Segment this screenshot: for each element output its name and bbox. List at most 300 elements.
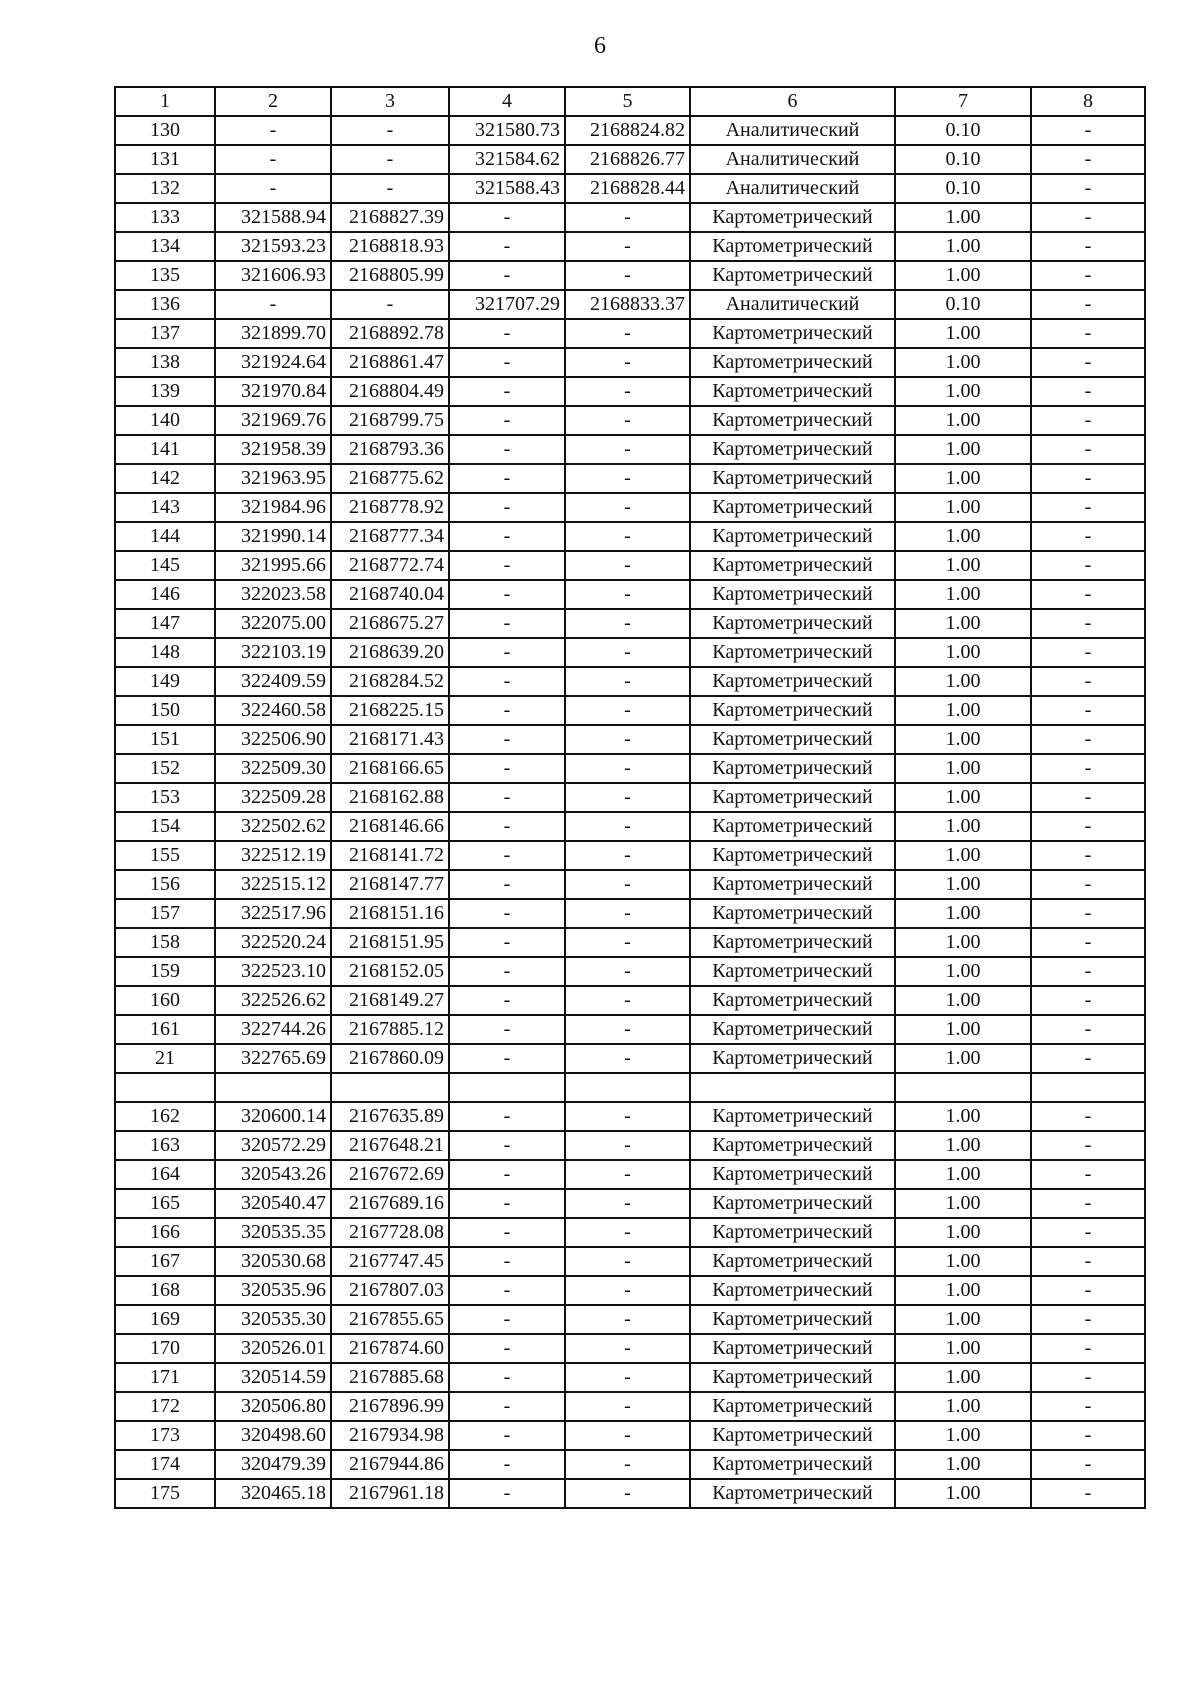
- table-row: [115, 435, 1145, 464]
- cell-x-coordinate-2: -: [449, 1044, 565, 1073]
- cell-y-coordinate: 2168827.39: [331, 203, 449, 232]
- cell-y-coordinate: 2168639.20: [331, 638, 449, 667]
- cell-accuracy: 1.00: [895, 754, 1031, 783]
- cell-method: Аналитический: [690, 174, 895, 203]
- cell-point-number: 148: [115, 638, 215, 667]
- cell-method: Картометрический: [690, 1334, 895, 1363]
- cell-x-coordinate: 320465.18: [215, 1479, 331, 1508]
- cell-y-coordinate-2: -: [565, 638, 690, 667]
- cell-x-coordinate: 320535.96: [215, 1276, 331, 1305]
- table-row: [115, 1247, 1145, 1276]
- cell-note: -: [1031, 348, 1145, 377]
- cell-note: -: [1031, 290, 1145, 319]
- cell-y-coordinate-2: -: [565, 1276, 690, 1305]
- cell-y-coordinate-2: -: [565, 1450, 690, 1479]
- cell-method: Картометрический: [690, 638, 895, 667]
- cell-y-coordinate: 2168151.95: [331, 928, 449, 957]
- table-row: [115, 290, 1145, 319]
- cell-note: -: [1031, 899, 1145, 928]
- cell-x-coordinate: 321606.93: [215, 261, 331, 290]
- cell-accuracy: 1.00: [895, 261, 1031, 290]
- cell-y-coordinate: 2168149.27: [331, 986, 449, 1015]
- cell-accuracy: 1.00: [895, 348, 1031, 377]
- table-row: [115, 638, 1145, 667]
- cell-method: Картометрический: [690, 435, 895, 464]
- cell-y-coordinate-2: -: [565, 1015, 690, 1044]
- cell-y-coordinate-2: -: [565, 696, 690, 725]
- cell-note: -: [1031, 1305, 1145, 1334]
- cell-x-coordinate-2: -: [449, 406, 565, 435]
- cell-method: Картометрический: [690, 609, 895, 638]
- cell-point-number: 146: [115, 580, 215, 609]
- cell-y-coordinate: 2168284.52: [331, 667, 449, 696]
- cell-accuracy: 1.00: [895, 1450, 1031, 1479]
- cell-point-number: 162: [115, 1102, 215, 1131]
- cell-point-number: 155: [115, 841, 215, 870]
- cell-x-coordinate: 321990.14: [215, 522, 331, 551]
- cell-x-coordinate-2: 321707.29: [449, 290, 565, 319]
- cell-accuracy: 1.00: [895, 203, 1031, 232]
- cell-y-coordinate-2: -: [565, 232, 690, 261]
- table-row: [115, 1044, 1145, 1073]
- cell-note: -: [1031, 754, 1145, 783]
- cell-x-coordinate: 322075.00: [215, 609, 331, 638]
- cell-accuracy: 1.00: [895, 1102, 1031, 1131]
- table-row: [115, 261, 1145, 290]
- cell-note: -: [1031, 1015, 1145, 1044]
- cell-y-coordinate-2: -: [565, 754, 690, 783]
- cell-method: Аналитический: [690, 116, 895, 145]
- cell-y-coordinate-2: -: [565, 1392, 690, 1421]
- cell-x-coordinate: 322509.28: [215, 783, 331, 812]
- table-row: [115, 696, 1145, 725]
- cell-note: -: [1031, 1421, 1145, 1450]
- cell-y-coordinate-2: -: [565, 928, 690, 957]
- column-header: 8: [1031, 87, 1145, 116]
- table-row: [115, 1421, 1145, 1450]
- cell-accuracy: 1.00: [895, 522, 1031, 551]
- cell-accuracy: 1.00: [895, 1363, 1031, 1392]
- cell-y-coordinate: -: [331, 290, 449, 319]
- cell-y-coordinate-2: -: [565, 1479, 690, 1508]
- table-row: [115, 406, 1145, 435]
- cell-note: -: [1031, 725, 1145, 754]
- cell-y-coordinate: 2167885.12: [331, 1015, 449, 1044]
- cell-x-coordinate: 322520.24: [215, 928, 331, 957]
- cell-y-coordinate: 2168151.16: [331, 899, 449, 928]
- cell-point-number: 164: [115, 1160, 215, 1189]
- table-row: [115, 377, 1145, 406]
- cell-point-number: 172: [115, 1392, 215, 1421]
- cell-x-coordinate-2: 321580.73: [449, 116, 565, 145]
- cell-y-coordinate: 2167961.18: [331, 1479, 449, 1508]
- cell-y-coordinate-2: -: [565, 1218, 690, 1247]
- cell-method: Картометрический: [690, 1363, 895, 1392]
- cell-y-coordinate-2: -: [565, 1247, 690, 1276]
- cell-y-coordinate: 2167635.89: [331, 1102, 449, 1131]
- cell-note: -: [1031, 1044, 1145, 1073]
- cell-note: -: [1031, 406, 1145, 435]
- cell-x-coordinate: 320526.01: [215, 1334, 331, 1363]
- cell-x-coordinate-2: -: [449, 203, 565, 232]
- cell-accuracy: 1.00: [895, 725, 1031, 754]
- cell-note: -: [1031, 580, 1145, 609]
- cell-y-coordinate: 2168772.74: [331, 551, 449, 580]
- cell-y-coordinate: 2167860.09: [331, 1044, 449, 1073]
- table-row: [115, 1131, 1145, 1160]
- cell-method: Картометрический: [690, 319, 895, 348]
- cell-accuracy: 1.00: [895, 812, 1031, 841]
- cell-method: Картометрический: [690, 406, 895, 435]
- cell-x-coordinate-2: -: [449, 1160, 565, 1189]
- cell-y-coordinate: 2167747.45: [331, 1247, 449, 1276]
- cell-point-number: 150: [115, 696, 215, 725]
- cell-method: Картометрический: [690, 899, 895, 928]
- cell-point-number: 138: [115, 348, 215, 377]
- cell-point-number: 168: [115, 1276, 215, 1305]
- cell-note: -: [1031, 812, 1145, 841]
- cell-y-coordinate: [331, 1073, 449, 1102]
- table-row: [115, 232, 1145, 261]
- cell-method: Картометрический: [690, 754, 895, 783]
- cell-method: Аналитический: [690, 290, 895, 319]
- cell-point-number: 143: [115, 493, 215, 522]
- cell-x-coordinate: 320535.30: [215, 1305, 331, 1334]
- cell-note: -: [1031, 1189, 1145, 1218]
- cell-accuracy: 1.00: [895, 783, 1031, 812]
- cell-y-coordinate-2: 2168826.77: [565, 145, 690, 174]
- table-row: [115, 1392, 1145, 1421]
- cell-x-coordinate: 321958.39: [215, 435, 331, 464]
- cell-x-coordinate: 321899.70: [215, 319, 331, 348]
- cell-x-coordinate-2: -: [449, 1218, 565, 1247]
- cell-accuracy: 1.00: [895, 1276, 1031, 1305]
- cell-note: -: [1031, 1479, 1145, 1508]
- cell-x-coordinate-2: -: [449, 522, 565, 551]
- cell-x-coordinate-2: -: [449, 319, 565, 348]
- table-row: [115, 1479, 1145, 1508]
- page-number: 6: [594, 33, 606, 59]
- cell-y-coordinate-2: -: [565, 203, 690, 232]
- cell-point-number: 160: [115, 986, 215, 1015]
- cell-y-coordinate: 2167807.03: [331, 1276, 449, 1305]
- cell-y-coordinate: -: [331, 116, 449, 145]
- cell-x-coordinate: 322409.59: [215, 667, 331, 696]
- cell-accuracy: 1.00: [895, 551, 1031, 580]
- cell-method: Картометрический: [690, 1189, 895, 1218]
- cell-point-number: 145: [115, 551, 215, 580]
- cell-point-number: 152: [115, 754, 215, 783]
- cell-x-coordinate-2: -: [449, 1334, 565, 1363]
- cell-accuracy: 0.10: [895, 174, 1031, 203]
- cell-x-coordinate-2: -: [449, 348, 565, 377]
- table-row: [115, 145, 1145, 174]
- cell-method: Картометрический: [690, 957, 895, 986]
- cell-x-coordinate: -: [215, 116, 331, 145]
- cell-x-coordinate-2: -: [449, 870, 565, 899]
- cell-method: Картометрический: [690, 1015, 895, 1044]
- cell-y-coordinate: 2167874.60: [331, 1334, 449, 1363]
- cell-note: -: [1031, 174, 1145, 203]
- table-row: [115, 580, 1145, 609]
- cell-point-number: 174: [115, 1450, 215, 1479]
- cell-point-number: 163: [115, 1131, 215, 1160]
- cell-x-coordinate: 320543.26: [215, 1160, 331, 1189]
- cell-point-number: 134: [115, 232, 215, 261]
- table-row: [115, 493, 1145, 522]
- cell-x-coordinate-2: -: [449, 899, 565, 928]
- cell-accuracy: 1.00: [895, 1218, 1031, 1247]
- table-row: [115, 116, 1145, 145]
- table-row: [115, 812, 1145, 841]
- cell-accuracy: 1.00: [895, 464, 1031, 493]
- cell-y-coordinate-2: -: [565, 406, 690, 435]
- cell-note: -: [1031, 841, 1145, 870]
- table-row: [115, 754, 1145, 783]
- cell-x-coordinate-2: -: [449, 1102, 565, 1131]
- cell-x-coordinate-2: -: [449, 1450, 565, 1479]
- cell-x-coordinate: 320535.35: [215, 1218, 331, 1247]
- cell-method: Картометрический: [690, 1421, 895, 1450]
- cell-x-coordinate: 321963.95: [215, 464, 331, 493]
- cell-x-coordinate: 321593.23: [215, 232, 331, 261]
- cell-x-coordinate: 322023.58: [215, 580, 331, 609]
- cell-x-coordinate: 322744.26: [215, 1015, 331, 1044]
- cell-accuracy: 1.00: [895, 406, 1031, 435]
- cell-accuracy: 1.00: [895, 696, 1031, 725]
- table-row: [115, 1073, 1145, 1102]
- cell-note: -: [1031, 319, 1145, 348]
- cell-accuracy: 0.10: [895, 116, 1031, 145]
- table-row: [115, 1305, 1145, 1334]
- cell-point-number: 167: [115, 1247, 215, 1276]
- table-row: [115, 899, 1145, 928]
- cell-method: Картометрический: [690, 1044, 895, 1073]
- cell-accuracy: 1.00: [895, 841, 1031, 870]
- cell-method: Картометрический: [690, 348, 895, 377]
- cell-note: -: [1031, 232, 1145, 261]
- cell-x-coordinate-2: [449, 1073, 565, 1102]
- cell-x-coordinate-2: 321584.62: [449, 145, 565, 174]
- table-row: [115, 609, 1145, 638]
- cell-y-coordinate-2: -: [565, 1421, 690, 1450]
- cell-x-coordinate-2: -: [449, 1363, 565, 1392]
- cell-y-coordinate-2: -: [565, 957, 690, 986]
- cell-x-coordinate-2: -: [449, 812, 565, 841]
- cell-note: -: [1031, 609, 1145, 638]
- cell-point-number: 130: [115, 116, 215, 145]
- cell-accuracy: 1.00: [895, 1479, 1031, 1508]
- cell-accuracy: 1.00: [895, 899, 1031, 928]
- cell-x-coordinate: -: [215, 174, 331, 203]
- cell-x-coordinate: 322460.58: [215, 696, 331, 725]
- cell-accuracy: 1.00: [895, 986, 1031, 1015]
- cell-note: -: [1031, 551, 1145, 580]
- cell-method: Картометрический: [690, 1218, 895, 1247]
- table-row: [115, 928, 1145, 957]
- cell-accuracy: 1.00: [895, 1044, 1031, 1073]
- table-row: [115, 1276, 1145, 1305]
- cell-y-coordinate-2: -: [565, 493, 690, 522]
- cell-y-coordinate: 2168892.78: [331, 319, 449, 348]
- cell-y-coordinate-2: -: [565, 377, 690, 406]
- cell-y-coordinate-2: -: [565, 1363, 690, 1392]
- cell-x-coordinate-2: -: [449, 464, 565, 493]
- cell-x-coordinate: [215, 1073, 331, 1102]
- cell-x-coordinate: 321924.64: [215, 348, 331, 377]
- cell-note: -: [1031, 696, 1145, 725]
- cell-note: -: [1031, 667, 1145, 696]
- cell-note: -: [1031, 522, 1145, 551]
- cell-method: Картометрический: [690, 1102, 895, 1131]
- cell-y-coordinate-2: -: [565, 609, 690, 638]
- cell-x-coordinate: -: [215, 145, 331, 174]
- cell-x-coordinate-2: -: [449, 232, 565, 261]
- cell-point-number: 156: [115, 870, 215, 899]
- cell-y-coordinate: 2167934.98: [331, 1421, 449, 1450]
- cell-y-coordinate: 2167689.16: [331, 1189, 449, 1218]
- cell-x-coordinate-2: -: [449, 754, 565, 783]
- cell-method: Картометрический: [690, 783, 895, 812]
- table-row: [115, 348, 1145, 377]
- cell-method: Картометрический: [690, 1479, 895, 1508]
- cell-x-coordinate: 322765.69: [215, 1044, 331, 1073]
- cell-note: -: [1031, 261, 1145, 290]
- cell-y-coordinate-2: -: [565, 1305, 690, 1334]
- cell-method: Картометрический: [690, 232, 895, 261]
- cell-y-coordinate-2: -: [565, 841, 690, 870]
- cell-y-coordinate: 2168818.93: [331, 232, 449, 261]
- cell-method: Картометрический: [690, 261, 895, 290]
- cell-point-number: 137: [115, 319, 215, 348]
- cell-x-coordinate: 320506.80: [215, 1392, 331, 1421]
- cell-point-number: 140: [115, 406, 215, 435]
- cell-accuracy: 1.00: [895, 638, 1031, 667]
- cell-point-number: 169: [115, 1305, 215, 1334]
- cell-point-number: 173: [115, 1421, 215, 1450]
- table-row: [115, 725, 1145, 754]
- cell-y-coordinate-2: -: [565, 986, 690, 1015]
- table-row: [115, 986, 1145, 1015]
- cell-method: Картометрический: [690, 1450, 895, 1479]
- cell-y-coordinate: 2167728.08: [331, 1218, 449, 1247]
- column-header: 4: [449, 87, 565, 116]
- cell-y-coordinate-2: -: [565, 1160, 690, 1189]
- cell-note: -: [1031, 1334, 1145, 1363]
- cell-x-coordinate: 320498.60: [215, 1421, 331, 1450]
- table-row: [115, 667, 1145, 696]
- cell-y-coordinate-2: [565, 1073, 690, 1102]
- cell-accuracy: 1.00: [895, 1015, 1031, 1044]
- cell-y-coordinate-2: 2168828.44: [565, 174, 690, 203]
- cell-y-coordinate: 2168861.47: [331, 348, 449, 377]
- cell-y-coordinate: 2168225.15: [331, 696, 449, 725]
- cell-accuracy: 1.00: [895, 957, 1031, 986]
- table-row: [115, 319, 1145, 348]
- cell-accuracy: 1.00: [895, 435, 1031, 464]
- cell-x-coordinate: 321588.94: [215, 203, 331, 232]
- table-row: [115, 870, 1145, 899]
- cell-point-number: 131: [115, 145, 215, 174]
- cell-method: Картометрический: [690, 493, 895, 522]
- table-row: [115, 1363, 1145, 1392]
- cell-y-coordinate: 2168162.88: [331, 783, 449, 812]
- cell-method: Картометрический: [690, 1247, 895, 1276]
- cell-note: -: [1031, 986, 1145, 1015]
- cell-x-coordinate: 322502.62: [215, 812, 331, 841]
- table-row: [115, 1450, 1145, 1479]
- cell-x-coordinate-2: -: [449, 638, 565, 667]
- cell-y-coordinate: 2168141.72: [331, 841, 449, 870]
- cell-method: Картометрический: [690, 580, 895, 609]
- cell-method: Картометрический: [690, 1392, 895, 1421]
- cell-note: -: [1031, 1450, 1145, 1479]
- cell-method: Картометрический: [690, 870, 895, 899]
- cell-y-coordinate: 2168778.92: [331, 493, 449, 522]
- cell-point-number: 135: [115, 261, 215, 290]
- cell-accuracy: 1.00: [895, 1392, 1031, 1421]
- cell-y-coordinate: 2167944.86: [331, 1450, 449, 1479]
- cell-accuracy: 1.00: [895, 1305, 1031, 1334]
- cell-y-coordinate-2: -: [565, 1102, 690, 1131]
- column-header: 3: [331, 87, 449, 116]
- table-row: [115, 551, 1145, 580]
- cell-y-coordinate: 2167885.68: [331, 1363, 449, 1392]
- cell-x-coordinate-2: -: [449, 435, 565, 464]
- cell-y-coordinate-2: 2168824.82: [565, 116, 690, 145]
- cell-accuracy: 1.00: [895, 377, 1031, 406]
- cell-note: -: [1031, 1276, 1145, 1305]
- coordinates-table: [114, 86, 1146, 1509]
- cell-x-coordinate: 320540.47: [215, 1189, 331, 1218]
- cell-x-coordinate: 320479.39: [215, 1450, 331, 1479]
- cell-accuracy: 0.10: [895, 290, 1031, 319]
- cell-y-coordinate-2: -: [565, 522, 690, 551]
- cell-x-coordinate-2: 321588.43: [449, 174, 565, 203]
- cell-y-coordinate-2: -: [565, 1044, 690, 1073]
- cell-x-coordinate-2: -: [449, 1276, 565, 1305]
- cell-y-coordinate: 2168146.66: [331, 812, 449, 841]
- cell-x-coordinate: 322526.62: [215, 986, 331, 1015]
- cell-note: -: [1031, 957, 1145, 986]
- cell-point-number: 161: [115, 1015, 215, 1044]
- cell-note: -: [1031, 435, 1145, 464]
- cell-y-coordinate: -: [331, 145, 449, 174]
- cell-point-number: 165: [115, 1189, 215, 1218]
- cell-accuracy: 1.00: [895, 928, 1031, 957]
- cell-y-coordinate-2: -: [565, 1189, 690, 1218]
- cell-point-number: 175: [115, 1479, 215, 1508]
- cell-note: -: [1031, 1218, 1145, 1247]
- cell-method: Картометрический: [690, 551, 895, 580]
- cell-y-coordinate-2: -: [565, 580, 690, 609]
- cell-accuracy: 1.00: [895, 1247, 1031, 1276]
- cell-y-coordinate: 2168793.36: [331, 435, 449, 464]
- cell-y-coordinate-2: -: [565, 783, 690, 812]
- cell-y-coordinate-2: -: [565, 435, 690, 464]
- cell-point-number: 171: [115, 1363, 215, 1392]
- cell-accuracy: 1.00: [895, 1334, 1031, 1363]
- cell-y-coordinate-2: 2168833.37: [565, 290, 690, 319]
- table-row: [115, 1015, 1145, 1044]
- cell-y-coordinate: 2168775.62: [331, 464, 449, 493]
- cell-point-number: 136: [115, 290, 215, 319]
- cell-x-coordinate-2: -: [449, 1421, 565, 1450]
- cell-x-coordinate-2: -: [449, 783, 565, 812]
- cell-x-coordinate-2: -: [449, 957, 565, 986]
- cell-point-number: 139: [115, 377, 215, 406]
- cell-x-coordinate: 320530.68: [215, 1247, 331, 1276]
